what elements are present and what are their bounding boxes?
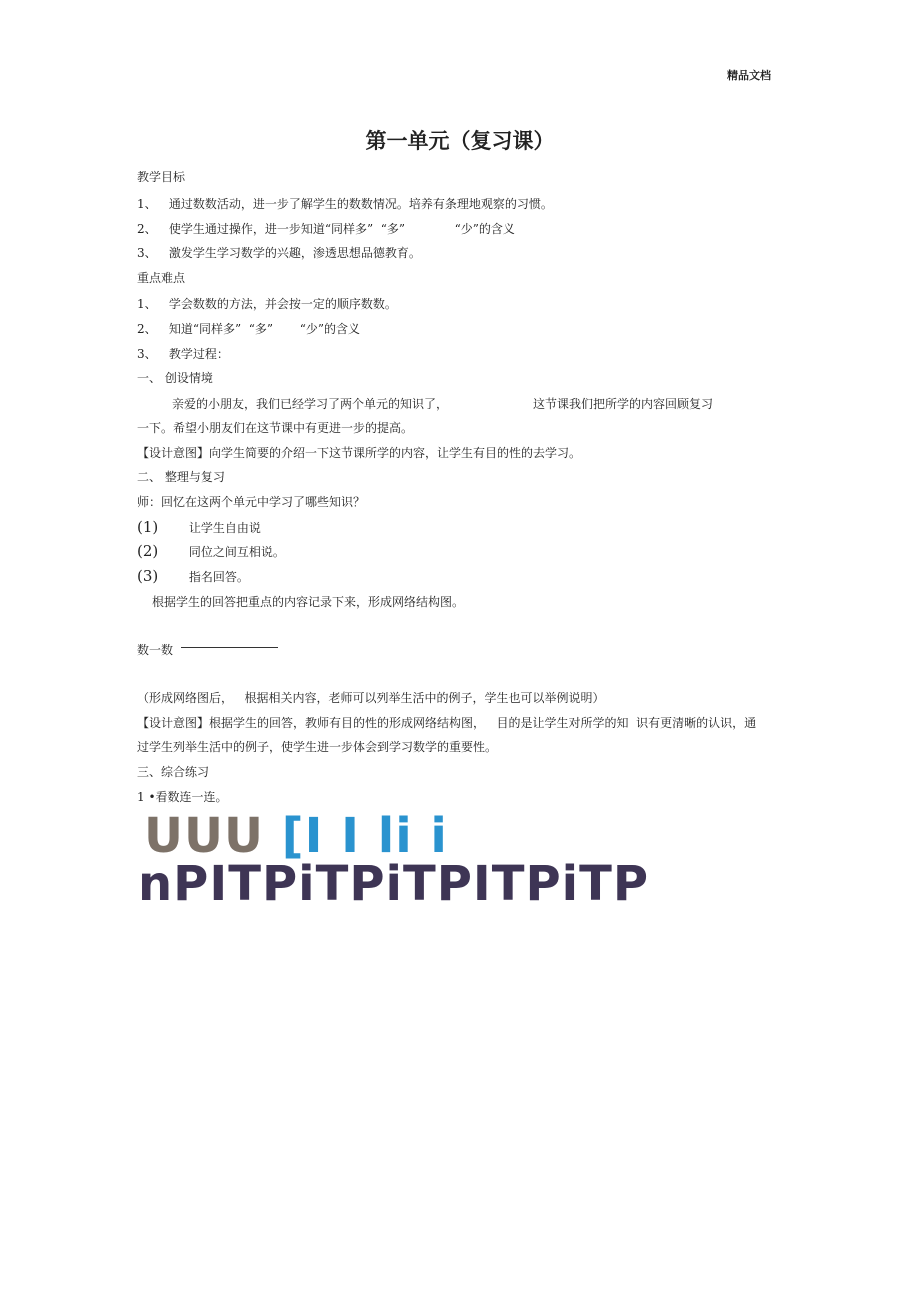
goal-number: 3、	[137, 246, 157, 260]
section1-design-note: 【设计意图】向学生简要的介绍一下这节课所学的内容，让学生有目的性的去学习。	[137, 446, 582, 460]
count-label: 数一数	[137, 643, 174, 657]
step-text: 让学生自由说	[188, 521, 261, 535]
section1-paragraph-part-a: 亲爱的小朋友，我们已经学习了两个单元的知识了，	[172, 397, 449, 411]
step-number: (3)	[137, 567, 159, 585]
counting-graphic-blue: [I I li i	[281, 808, 448, 864]
key-number: 1、	[137, 297, 157, 311]
exercise-instruction: 1 •看数连一连。	[137, 790, 228, 804]
key-heading: 重点难点	[137, 271, 186, 285]
counting-graphic-grey: UUU	[144, 808, 264, 864]
section2-design-note-line1: 【设计意图】根据学生的回答，教师有目的性的形成网络结构图， 目的是让学生对所学的知 识有更清晰的认识，通	[137, 716, 757, 730]
header-tag: 精品文档	[727, 69, 771, 82]
step-item	[137, 519, 261, 536]
goal-text: 激发学生学习数学的兴趣，渗透思想品德教育。	[168, 246, 421, 260]
section1-heading: 一、 创设情境	[137, 371, 213, 385]
step-item	[137, 543, 285, 560]
step-text: 同位之间互相说。	[188, 545, 285, 559]
counting-graphic-row1	[144, 808, 448, 864]
goal-item	[137, 196, 553, 212]
section2-question: 师：回忆在这两个单元中学习了哪些知识？	[137, 495, 366, 509]
section2-design-note-line2: 过学生列举生活中的例子，使学生进一步体会到学习数学的重要性。	[137, 740, 498, 754]
key-number: 2、	[137, 322, 157, 336]
key-item	[137, 321, 360, 337]
example-note: （形成网络图后， 根据相关内容，老师可以列举生活中的例子，学生也可以举例说明）	[137, 691, 605, 705]
step-number: (1)	[137, 518, 159, 536]
key-item	[137, 296, 397, 312]
section1-paragraph-line2: 一下。希望小朋友们在这节课中有更进一步的提高。	[137, 421, 414, 435]
key-text: 教学过程：	[168, 347, 229, 361]
goals-heading: 教学目标	[137, 170, 186, 184]
goal-number: 2、	[137, 222, 157, 236]
section3-heading: 三、综合练习	[137, 765, 210, 779]
key-item	[137, 346, 229, 362]
count-row	[137, 642, 278, 658]
step-item	[137, 568, 249, 585]
key-text: 知道“同样多” “多” “少”的含义	[168, 322, 360, 336]
section1-paragraph-part-b: 这节课我们把所学的内容回顾复习	[533, 397, 714, 411]
blank-line	[181, 647, 278, 648]
counting-graphic-row2: nPITPiTPiTPITPiTP	[138, 856, 650, 912]
step-number: (2)	[137, 542, 159, 560]
goal-number: 1、	[137, 197, 157, 211]
key-text: 学会数数的方法，并会按一定的顺序数数。	[168, 297, 397, 311]
step-text: 指名回答。	[188, 570, 249, 584]
goal-item	[137, 245, 421, 261]
page-title: 第一单元（复习课）	[365, 129, 555, 153]
section2-heading: 二、 整理与复习	[137, 470, 225, 484]
goal-text: 使学生通过操作，进一步知道“同样多” “多” “少”的含义	[168, 222, 515, 236]
goal-text: 通过数数活动，进一步了解学生的数数情况。培养有条理地观察的习惯。	[168, 197, 553, 211]
record-note: 根据学生的回答把重点的内容记录下来，形成网络结构图。	[152, 595, 465, 609]
key-number: 3、	[137, 347, 157, 361]
goal-item	[137, 221, 515, 237]
